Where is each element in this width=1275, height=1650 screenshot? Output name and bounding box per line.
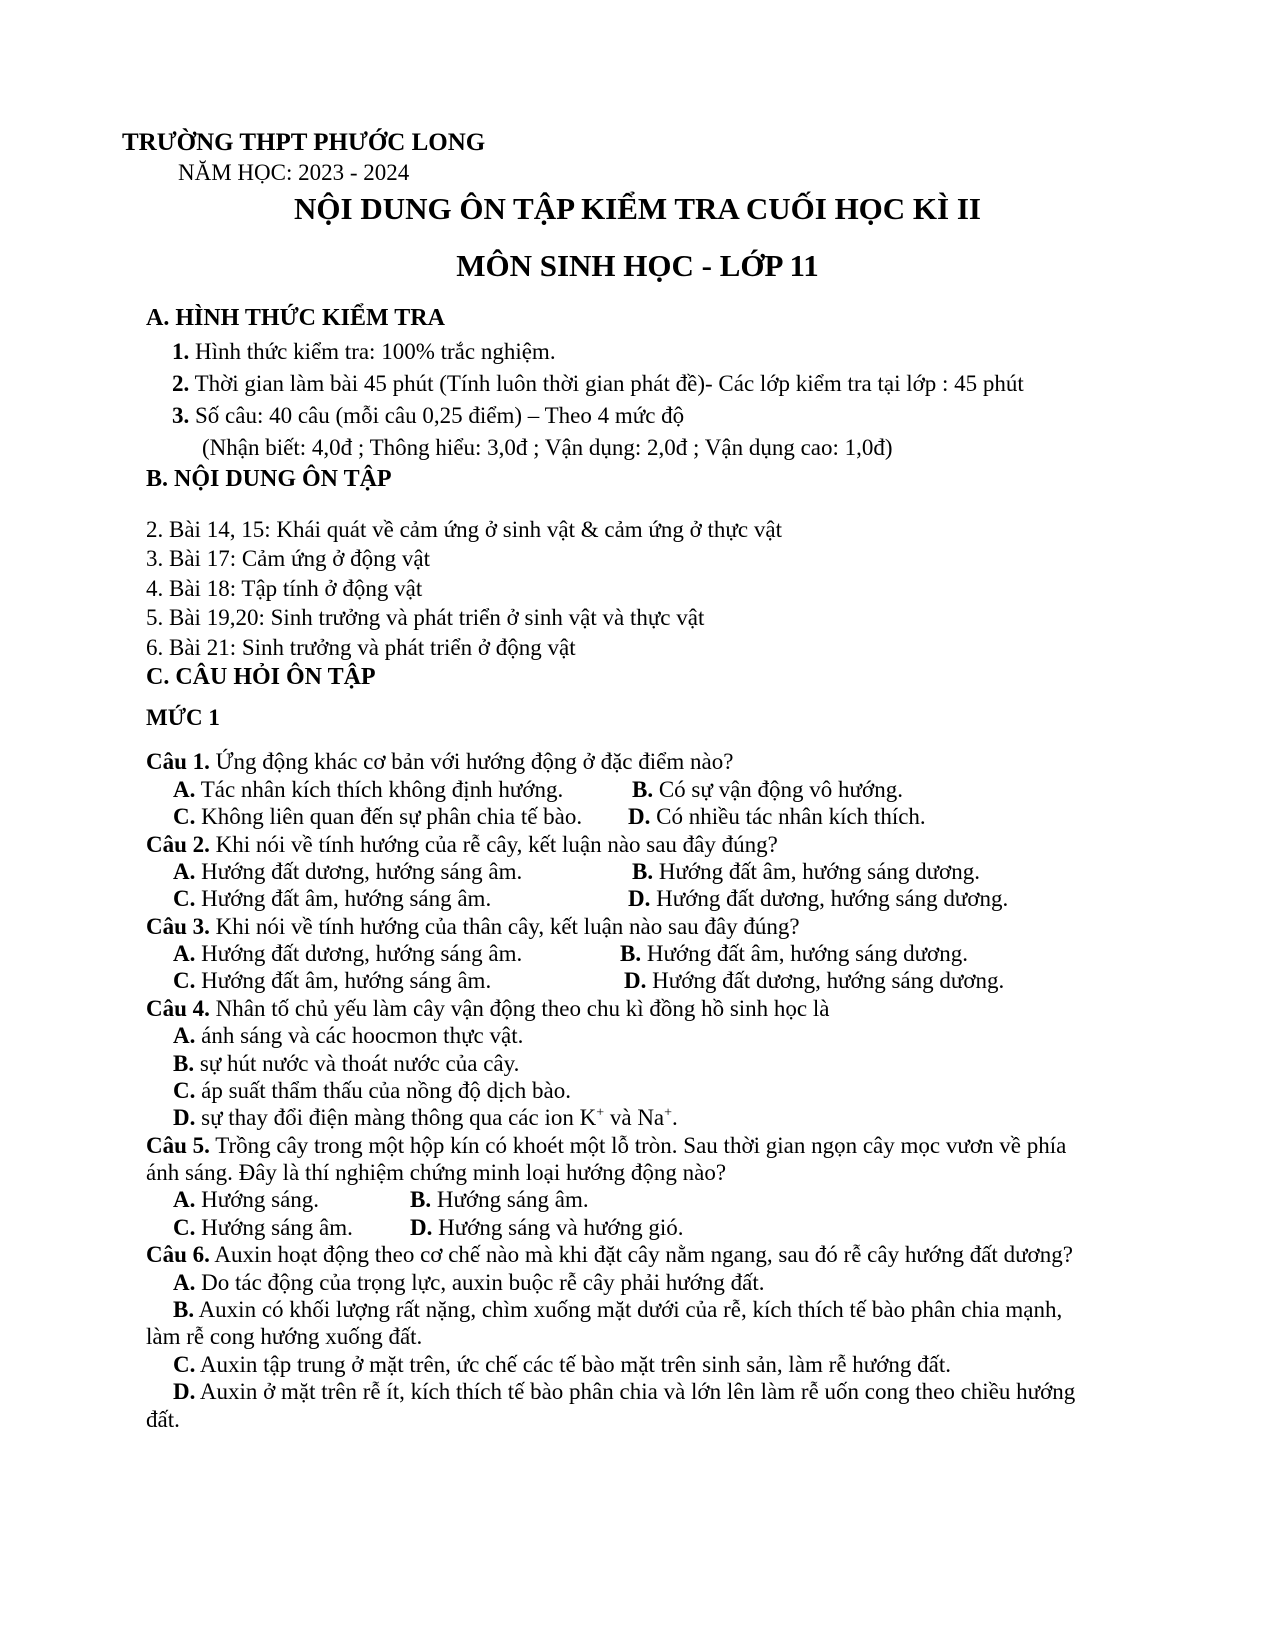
question-text: Khi nói về tính hướng của thân cây, kết luận nào sau đây đúng? <box>209 914 800 939</box>
answer-option <box>173 860 522 883</box>
item-text: Thời gian làm bài 45 phút (Tính luôn thời gian phát đề)- Các lớp kiểm tra tại lớp : 45 phút <box>189 371 1024 396</box>
school-name: TRƯỜNG THPT PHƯỚC LONG <box>122 129 486 156</box>
item-number: 3. <box>172 403 190 428</box>
option-text: Auxin tập trung ở mặt trên, ức chế các tế bào mặt trên sinh sản, làm rễ hướng đất. <box>195 1352 952 1377</box>
option-text: ánh sáng và các hoocmon thực vật. <box>195 1023 524 1048</box>
superscript: + <box>664 1105 673 1121</box>
lesson-item: 5. Bài 19,20: Sinh trưởng và phát triển ở sinh vật và thực vật <box>146 605 705 630</box>
question-text: Khi nói về tính hướng của rễ cây, kết luận nào sau đây đúng? <box>209 832 778 857</box>
answer-option <box>173 1353 951 1376</box>
item-text: Hình thức kiểm tra: 100% trắc nghiệm. <box>189 339 556 364</box>
question-2 <box>146 833 778 856</box>
option-text: Hướng đất âm, hướng sáng dương. <box>653 859 980 884</box>
option-text: Hướng đất âm, hướng sáng âm. <box>195 886 492 911</box>
answer-option <box>173 1298 1062 1321</box>
answer-option <box>624 969 1004 992</box>
option-key: C. <box>173 968 196 993</box>
option-key: C. <box>173 1215 196 1240</box>
answer-option <box>173 1106 678 1129</box>
section-a-item <box>172 372 1024 395</box>
lesson-item: 2. Bài 14, 15: Khái quát về cảm ứng ở sinh vật & cảm ứng ở thực vật <box>146 517 782 542</box>
option-key: B. <box>173 1297 195 1322</box>
lesson-item: 4. Bài 18: Tập tính ở động vật <box>146 576 423 601</box>
option-key: B. <box>632 859 654 884</box>
question-label: Câu 2. <box>146 832 210 857</box>
question-text: Auxin hoạt động theo cơ chế nào mà khi đặt cây nằm ngang, sau đó rễ cây hướng đất dương? <box>209 1242 1073 1267</box>
question-5 <box>146 1134 1066 1157</box>
question-text: Trồng cây trong một hộp kín có khoét một lỗ tròn. Sau thời gian ngọn cây mọc vươn về phía <box>209 1133 1067 1158</box>
option-key: A. <box>173 777 196 802</box>
question-text: Ứng động khác cơ bản với hướng động ở đặc điểm nào? <box>209 749 734 774</box>
option-text: Hướng sáng âm. <box>431 1187 589 1212</box>
option-text: Auxin có khối lượng rất nặng, chìm xuống mặt dưới của rễ, kích thích tế bào phân chia mạnh, <box>194 1297 1063 1322</box>
answer-option <box>173 942 522 965</box>
page-title: NỘI DUNG ÔN TẬP KIỂM TRA CUỐI HỌC KÌ II <box>294 191 981 226</box>
lesson-item: 3. Bài 17: Cảm ứng ở động vật <box>146 546 430 571</box>
option-key: A. <box>173 1023 196 1048</box>
item-number: 2. <box>172 371 190 396</box>
option-text: Tác nhân kích thích không định hướng. <box>195 777 564 802</box>
answer-option <box>173 1271 765 1294</box>
answer-option <box>632 860 980 883</box>
option-text-mid: và Na <box>604 1105 665 1130</box>
option-key: D. <box>173 1379 196 1404</box>
score-note: (Nhận biết: 4,0đ ; Thông hiểu: 3,0đ ; Vận dụng: 2,0đ ; Vận dụng cao: 1,0đ) <box>202 435 893 460</box>
answer-option <box>410 1188 589 1211</box>
option-key: B. <box>173 1051 195 1076</box>
option-key: C. <box>173 886 196 911</box>
option-text-continued: làm rễ cong hướng xuống đất. <box>146 1324 423 1349</box>
question-6 <box>146 1243 1073 1266</box>
question-label: Câu 1. <box>146 749 210 774</box>
question-4 <box>146 997 830 1020</box>
option-key: D. <box>624 968 647 993</box>
option-text: Auxin ở mặt trên rễ ít, kích thích tế bào phân chia và lớn lên làm rễ uốn cong theo chiều hướng <box>195 1379 1076 1404</box>
section-a-item <box>172 404 684 427</box>
question-label: Câu 5. <box>146 1133 210 1158</box>
level-heading: MỨC 1 <box>146 705 220 730</box>
answer-option <box>173 1079 571 1102</box>
answer-option <box>173 887 491 910</box>
option-text: sự thay đổi điện màng thông qua các ion K <box>195 1105 597 1130</box>
question-text-continued: ánh sáng. Đây là thí nghiệm chứng minh loại hướng động nào? <box>146 1160 727 1185</box>
option-text: sự hút nước và thoát nước của cây. <box>194 1051 520 1076</box>
option-key: D. <box>628 886 651 911</box>
question-1 <box>146 750 733 773</box>
option-text: Do tác động của trọng lực, auxin buộc rễ cây phải hướng đất. <box>195 1270 765 1295</box>
option-key: A. <box>173 1270 196 1295</box>
section-a-heading: A. HÌNH THỨC KIỂM TRA <box>146 305 445 331</box>
option-key: D. <box>410 1215 433 1240</box>
option-key: A. <box>173 859 196 884</box>
option-key: B. <box>620 941 642 966</box>
option-text: Hướng sáng âm. <box>195 1215 353 1240</box>
option-text-end: . <box>672 1105 678 1130</box>
option-text-continued: đất. <box>146 1407 180 1432</box>
answer-option <box>173 1188 319 1211</box>
answer-option <box>173 1024 523 1047</box>
answer-option <box>173 1380 1075 1403</box>
section-c-heading: C. CÂU HỎI ÔN TẬP <box>146 664 376 690</box>
option-text: Hướng sáng. <box>195 1187 320 1212</box>
option-text: áp suất thẩm thấu của nồng độ dịch bào. <box>195 1078 571 1103</box>
option-key: C. <box>173 1078 196 1103</box>
option-key: B. <box>410 1187 432 1212</box>
question-text: Nhân tố chủ yếu làm cây vận động theo chu kì đồng hồ sinh học là <box>209 996 830 1021</box>
item-number: 1. <box>172 339 190 364</box>
answer-option <box>173 969 491 992</box>
answer-option <box>173 1052 519 1075</box>
answer-option <box>632 778 903 801</box>
option-key: A. <box>173 941 196 966</box>
option-text: Hướng sáng và hướng gió. <box>432 1215 684 1240</box>
answer-option <box>173 778 563 801</box>
option-key: D. <box>628 804 651 829</box>
option-text: Hướng đất âm, hướng sáng dương. <box>641 941 968 966</box>
lesson-item: 6. Bài 21: Sinh trưởng và phát triển ở động vật <box>146 635 576 660</box>
option-text: Hướng đất dương, hướng sáng âm. <box>195 941 523 966</box>
answer-option <box>620 942 968 965</box>
option-key: A. <box>173 1187 196 1212</box>
question-3 <box>146 915 800 938</box>
question-label: Câu 3. <box>146 914 210 939</box>
option-key: C. <box>173 1352 196 1377</box>
item-text: Số câu: 40 câu (mỗi câu 0,25 điểm) – Theo 4 mức độ <box>189 403 685 428</box>
section-a-item <box>172 340 556 363</box>
option-text: Có nhiều tác nhân kích thích. <box>650 804 926 829</box>
question-label: Câu 4. <box>146 996 210 1021</box>
option-key: D. <box>173 1105 196 1130</box>
option-text: Hướng đất dương, hướng sáng dương. <box>646 968 1005 993</box>
question-label: Câu 6. <box>146 1242 210 1267</box>
answer-option <box>410 1216 684 1239</box>
option-text: Có sự vận động vô hướng. <box>653 777 903 802</box>
school-year: NĂM HỌC: 2023 - 2024 <box>178 160 410 185</box>
option-key: C. <box>173 804 196 829</box>
page-subtitle: MÔN SINH HỌC - LỚP 11 <box>456 248 819 283</box>
option-key: B. <box>632 777 654 802</box>
option-text: Hướng đất dương, hướng sáng dương. <box>650 886 1009 911</box>
answer-option <box>173 1216 353 1239</box>
answer-option <box>628 805 926 828</box>
option-text: Hướng đất âm, hướng sáng âm. <box>195 968 492 993</box>
option-text: Không liên quan đến sự phân chia tế bào. <box>195 804 583 829</box>
answer-option <box>173 805 582 828</box>
section-b-heading: B. NỘI DUNG ÔN TẬP <box>146 466 392 492</box>
option-text: Hướng đất dương, hướng sáng âm. <box>195 859 523 884</box>
superscript: + <box>596 1105 605 1121</box>
answer-option <box>628 887 1008 910</box>
